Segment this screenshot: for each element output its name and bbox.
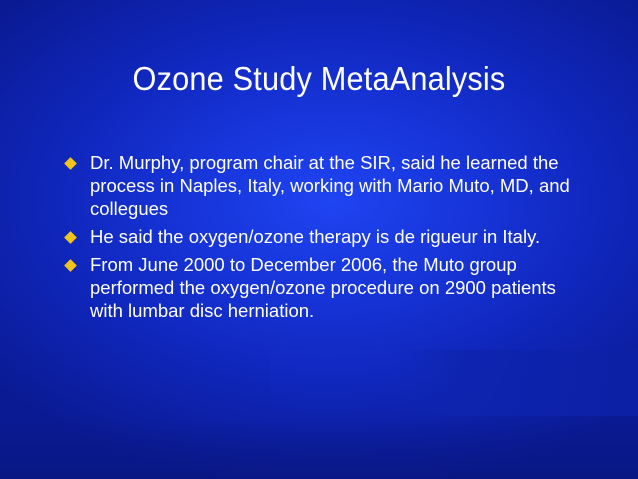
bullet-item bbox=[62, 225, 582, 248]
bullet-item bbox=[62, 151, 582, 220]
background-corner-block bbox=[392, 350, 638, 416]
bullet-text: Dr. Murphy, program chair at the SIR, said he learned the process in Naples, Italy, working with Mario Muto, MD, and collegues bbox=[90, 152, 570, 219]
background-bottom-shade bbox=[0, 419, 638, 479]
diamond-bullet-icon bbox=[64, 259, 77, 272]
diamond-bullet-icon bbox=[64, 231, 77, 244]
diamond-bullet-icon bbox=[64, 157, 77, 170]
bullet-item bbox=[62, 253, 582, 322]
bullet-list bbox=[62, 151, 582, 327]
slide-title: Ozone Study MetaAnalysis bbox=[132, 60, 506, 97]
bullet-text: From June 2000 to December 2006, the Muto group performed the oxygen/ozone procedure on 2900 patients with lumbar disc herniation. bbox=[90, 254, 556, 321]
bullet-text: He said the oxygen/ozone therapy is de rigueur in Italy. bbox=[90, 226, 541, 247]
